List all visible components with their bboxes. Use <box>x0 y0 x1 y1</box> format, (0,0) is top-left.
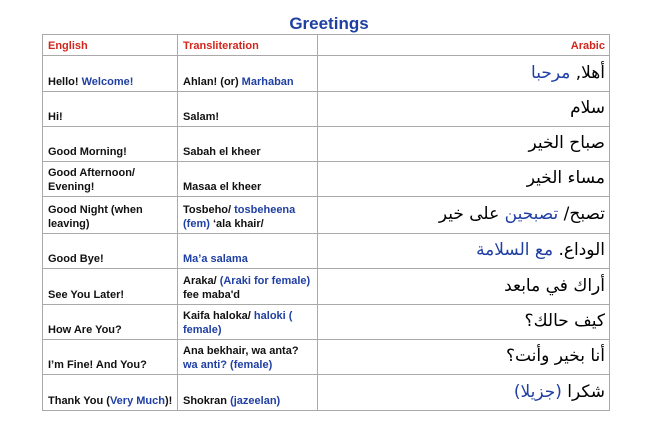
highlighted-text: wa anti? (female) <box>183 359 273 371</box>
english-cell <box>43 162 178 197</box>
table-row <box>43 162 610 197</box>
table-row <box>43 56 610 92</box>
table-row <box>43 197 610 234</box>
transliteration-cell <box>178 234 318 269</box>
highlighted-text: تصبحين <box>504 204 559 224</box>
highlighted-text: (jazeelan) <box>230 395 281 407</box>
text: Good Morning! <box>48 146 127 158</box>
highlighted-text: Ma’a salama <box>183 253 248 265</box>
arabic-cell <box>318 269 610 305</box>
table-row <box>43 269 610 305</box>
header-transliteration: Transliteration <box>178 35 318 56</box>
arabic-cell <box>318 127 610 162</box>
english-cell <box>43 56 178 92</box>
text: أهلا, <box>570 62 605 83</box>
english-cell <box>43 234 178 269</box>
arabic-cell <box>318 56 610 92</box>
header-row <box>43 35 610 56</box>
header-arabic: Arabic <box>318 35 610 56</box>
arabic-cell <box>318 375 610 411</box>
english-cell <box>43 127 178 162</box>
text: Good Night (when leaving) <box>48 204 143 230</box>
table-row <box>43 92 610 127</box>
transliteration-cell <box>178 305 318 340</box>
text: Shokran <box>183 395 231 407</box>
arabic-cell <box>318 92 610 127</box>
text: شكرا <box>561 381 605 402</box>
highlighted-text: مع السلامة <box>476 240 554 260</box>
transliteration-cell <box>178 92 318 127</box>
text: مساء الخير <box>526 168 605 188</box>
table-row <box>43 340 610 375</box>
text: Ana bekhair, wa anta? <box>183 345 299 357</box>
english-cell <box>43 269 178 305</box>
highlighted-text: haloki ( female) <box>183 310 293 336</box>
text: Hello! <box>48 76 82 88</box>
highlighted-text: Marhaban <box>241 76 294 88</box>
english-cell <box>43 92 178 127</box>
arabic-cell <box>318 234 610 269</box>
transliteration-cell <box>178 269 318 305</box>
text: Masaa el kheer <box>183 181 262 193</box>
text: تصبح/ <box>558 204 605 224</box>
text: How Are You? <box>48 324 122 336</box>
table-row <box>43 305 610 340</box>
text: Good Afternoon/ Evening! <box>48 167 135 193</box>
arabic-cell <box>318 197 610 234</box>
text: Sabah el kheer <box>183 146 261 158</box>
text: سلام <box>570 98 605 118</box>
transliteration-cell <box>178 127 318 162</box>
text: كيف حالك؟ <box>524 311 605 331</box>
arabic-cell <box>318 340 610 375</box>
text: ‘ala khair/ <box>209 218 264 230</box>
text: Salam! <box>183 111 220 123</box>
text: Thank You ( <box>48 395 110 407</box>
english-cell <box>43 305 178 340</box>
text: I’m Fine! And You? <box>48 359 147 371</box>
text: See You Later! <box>48 289 125 301</box>
text: )! <box>164 395 173 407</box>
arabic-cell <box>318 305 610 340</box>
text: Tosbeho/ <box>183 204 235 216</box>
transliteration-cell <box>178 375 318 411</box>
table-row <box>43 127 610 162</box>
text: fee maba'd <box>183 289 241 301</box>
transliteration-cell <box>178 197 318 234</box>
text: Hi! <box>48 111 63 123</box>
highlighted-text: (جزيلا) <box>513 381 562 402</box>
header-english: English <box>43 35 178 56</box>
english-cell <box>43 340 178 375</box>
text: صباح الخير <box>528 133 605 153</box>
english-cell <box>43 375 178 411</box>
english-cell <box>43 197 178 234</box>
text: Araka/ <box>183 275 220 287</box>
text: أنا بخير وأنت؟ <box>505 346 605 366</box>
greetings-table <box>42 34 610 411</box>
highlighted-text: (Araki for female) <box>219 275 311 287</box>
highlighted-text: Very Much <box>109 395 165 407</box>
table-row <box>43 375 610 411</box>
text: الوداع. <box>553 240 605 260</box>
highlighted-text: مرحبا <box>531 62 571 83</box>
transliteration-cell <box>178 340 318 375</box>
highlighted-text: tosbeheena (fem) <box>183 204 296 230</box>
arabic-cell <box>318 162 610 197</box>
text: أراك في مابعد <box>504 275 605 296</box>
text: على خير <box>438 204 505 224</box>
highlighted-text: Welcome! <box>81 76 134 88</box>
text: Kaifa haloka/ <box>183 310 254 322</box>
page-title: Greetings <box>289 14 369 33</box>
text: Ahlan! (or) <box>183 76 242 88</box>
transliteration-cell <box>178 162 318 197</box>
text: Good Bye! <box>48 253 104 265</box>
transliteration-cell <box>178 56 318 92</box>
table-row <box>43 234 610 269</box>
